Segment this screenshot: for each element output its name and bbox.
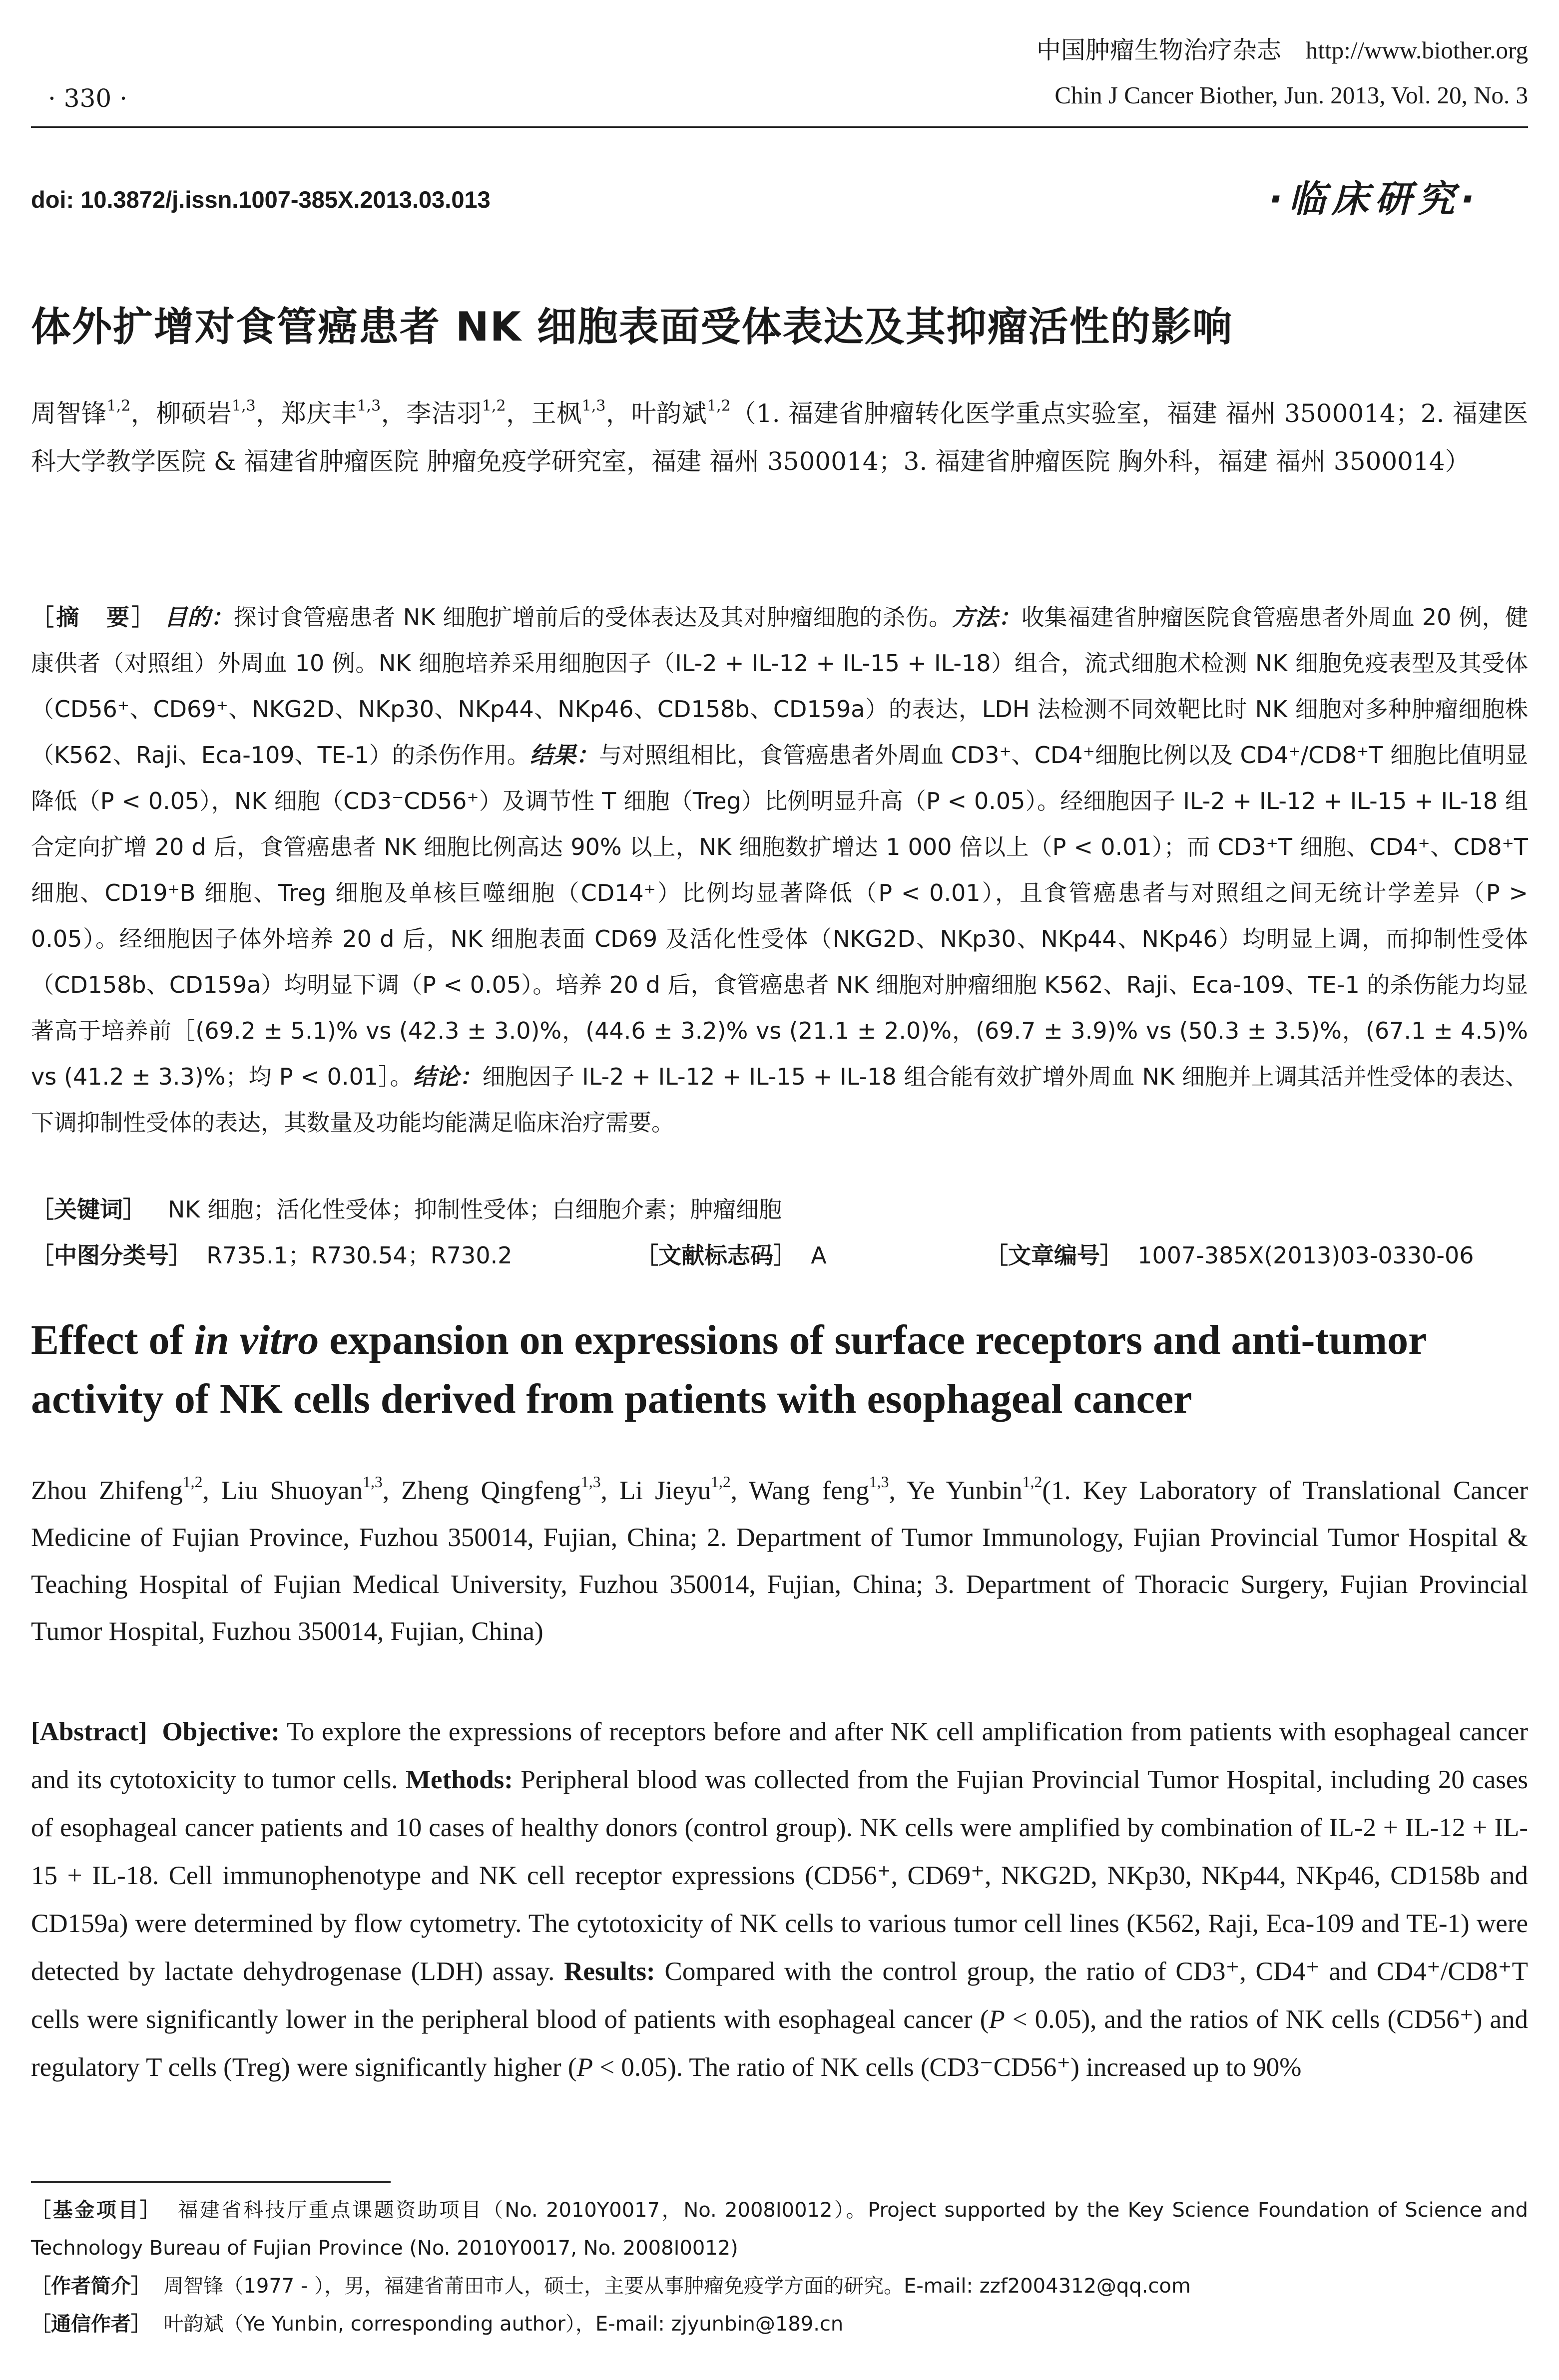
footnote-author	[31, 2267, 1528, 2305]
p-value-symbol: P	[989, 2005, 1005, 2034]
title-chinese: 体外扩增对食管癌患者 NK 细胞表面受体表达及其抑瘤活性的影响	[31, 304, 1233, 350]
author-name: 叶韵斌	[631, 399, 707, 428]
author-affiliation-mark: 1,3	[869, 1473, 889, 1491]
header-rule	[31, 126, 1528, 128]
p-value-symbol: P	[576, 2053, 593, 2082]
objective-text: 探讨食管癌患者 NK 细胞扩增前后的受体表达及其对肿瘤细胞的杀伤。	[233, 604, 952, 631]
results-label: 结果：	[529, 742, 599, 769]
author-affiliation-mark: 1,2	[1022, 1473, 1042, 1491]
conclusion-label: 结论：	[413, 1063, 483, 1090]
footnote-corresponding	[31, 2305, 1528, 2343]
results-text: 与对照组相比，食管癌患者外周血 CD3⁺、CD4⁺细胞比例以及 CD4⁺/CD8⁺T 细胞比值明显降低（P < 0.05），NK 细胞（CD3⁻CD56⁺）及调节性 T 细胞（Treg）比例明显升高（P < 0.05）。经细胞因子 IL-2 + IL-12 + IL-15 + IL-18 组合定向扩增 20 d 后，食管癌患者 NK 细胞比例高达 90% 以上，NK 细胞数扩增达 1 000 倍以上（P < 0.01）；而 CD3⁺T 细胞、CD4⁺、CD8⁺T 细胞、CD19⁺B 细胞、Treg 细胞及单核巨噬细胞（CD14⁺）比例均显著降低（P < 0.01），且食管癌患者与对照组之间无统计学差异（P > 0.05）。经细胞因子体外培养 20 d 后，NK 细胞表面 CD69 及活化性受体（NKG2D、NKp30、NKp44、NKp46）均明显上调，而抑制性受体（CD158b、CD159a）均明显下调（P < 0.05）。培养 20 d 后，食管癌患者 NK 细胞对肿瘤细胞 K562、Raji、Eca-109、TE-1 的杀伤能力均显著高于培养前［(69.2 ± 5.1)% vs (42.3 ± 3.0)%，(44.6 ± 3.2)% vs (21.1 ± 2.0)%，(69.7 ± 3.9)% vs (50.3 ± 3.5)%，(67.1 ± 4.5)% vs (41.2 ± 3.3)%；均 P < 0.01］。	[31, 742, 1529, 1090]
author-name: 郑庆丰	[281, 399, 357, 428]
author-affiliation-mark: 1,2	[182, 1473, 203, 1491]
author-name-en: Wang feng	[749, 1476, 869, 1505]
authors-english: Zhou Zhifeng$^{1,2}$, Liu Shuoyan$^{1,3}$, Zheng Qingfeng$^{1,3}$, Li Jieyu$^{1,2}$, Wang feng$^{1,3}$, Ye Yunbin$^{1,2}$(1. Key Laboratory of Translational Cancer Medicine of Fujian Province, Fuzhou 350014, Fujian, China; 2. Department of Tumor Immunology, Fujian Provincial Tumor Hospital & Teaching Hospital of Fujian Medical University, Fuzhou 350014, Fujian, China; 3. Department of Thoracic Surgery, Fujian Provincial Tumor Hospital, Fuzhou 350014, Fujian, China)	[31, 1473, 1529, 1646]
authors-chinese: 周智锋$^{1,2}$，柳硕岩$^{1,3}$，郑庆丰$^{1,3}$，李洁羽$^{1,2}$，王枫$^{1,3}$，叶韵斌$^{1,2}$（1. 福建省肿瘤转化医学重点实验室，福建 福州 3500014；2. 福建医科大学教学医院 & 福建省肿瘤医院 肿瘤免疫学研究室，福建 福州 3500014；3. 福建省肿瘤医院 胸外科，福建 福州 3500014）	[31, 397, 1529, 476]
column-label: ·临床研究·	[1268, 178, 1481, 221]
author-name: 李洁羽	[406, 399, 482, 428]
keywords	[31, 1187, 782, 1232]
results-en-label: Results:	[564, 1957, 655, 1986]
running-header	[31, 24, 1528, 129]
doc-code-value: A	[811, 1242, 827, 1269]
results-en-text-c: < 0.05). The ratio of NK cells (CD3⁻CD56⁺) increased up to 90%	[592, 2053, 1302, 2082]
methods-en-label: Methods:	[406, 1765, 513, 1794]
classification-line	[31, 1232, 1528, 1278]
objective-label: 目的：	[164, 604, 234, 631]
title-en-italic: in vitro	[194, 1317, 319, 1363]
keywords-text: NK 细胞；活化性受体；抑制性受体；白细胞介素；肿瘤细胞	[167, 1196, 782, 1223]
footnote-rule	[31, 2181, 391, 2183]
author-bio-text: 周智锋（1977 - ），男，福建省莆田市人，硕士，主要从事肿瘤免疫学方面的研究。E-mail: zzf2004312@qq.com	[163, 2275, 1191, 2298]
author-affiliation-mark: 1,3	[363, 1473, 383, 1491]
title-english	[31, 1311, 1528, 1429]
author-bio-label: ［作者简介］	[31, 2275, 151, 2298]
methods-en-text: Peripheral blood was collected from the Fujian Provincial Tumor Hospital, including 20 cases of esophageal cancer patients and 10 cases of healthy donors (control group). NK cells were amplified by combination of IL-2 + IL-12 + IL-15 + IL-18. Cell immunophenotype and NK cell receptor expressions (CD56⁺, CD69⁺, NKG2D, NKp30, NKp44, NKp46, CD158b and CD159a) were determined by flow cytometry. The cytotoxicity of NK cells to various tumor cell lines (K562, Raji, Eca-109 and TE-1) were detected by lactate dehydrogenase (LDH) assay.	[31, 1765, 1528, 1986]
conclusion-text: 细胞因子 IL-2 + IL-12 + IL-15 + IL-18 组合能有效扩增外周血 NK 细胞并上调其活并性受体的表达、下调抑制性受体的表达，其数量及功能均能满足临床治疗需要。	[31, 1063, 1529, 1136]
journal-name-cn: 中国肿瘤生物治疗杂志	[1036, 36, 1281, 64]
author-affiliation-mark: 1,2	[106, 397, 131, 415]
corresponding-label: ［通信作者］	[31, 2313, 151, 2336]
author-name-en: Zhou Zhifeng	[31, 1476, 183, 1505]
journal-citation-en: Chin J Cancer Biother, Jun. 2013, Vol. 20, No. 3	[1054, 81, 1528, 109]
results-en-text-b: < 0.05), and the ratios of NK cells (CD56⁺) and regulatory T cells (Treg) were significantly higher (	[31, 2005, 1528, 2082]
methods-label: 方法：	[952, 604, 1022, 631]
author-name: 王枫	[531, 399, 582, 428]
author-name-en: Liu Shuoyan	[221, 1476, 363, 1505]
article-number-label: ［文章编号］	[985, 1242, 1123, 1269]
abstract-label: ［摘 要］	[31, 604, 157, 631]
clc-value: R735.1；R730.54；R730.2	[206, 1242, 513, 1269]
page-number: · 330 ·	[48, 84, 128, 113]
abstract-chinese	[31, 594, 1528, 1146]
footnotes	[31, 2191, 1528, 2343]
article-number-value: 1007-385X(2013)03-0330-06	[1137, 1242, 1474, 1269]
journal-info	[1037, 28, 1528, 118]
author-name-en: Li Jieyu	[619, 1476, 711, 1505]
journal-url[interactable]: http://www.biother.org	[1305, 36, 1528, 64]
funding-label: ［基金项目］	[31, 2199, 162, 2222]
affiliations-chinese: （1. 福建省肿瘤转化医学重点实验室，福建 福州 3500014；2. 福建医科大学教学医院 & 福建省肿瘤医院 肿瘤免疫学研究室，福建 福州 3500014；3. 福建省肿瘤医院 胸外科，福建 福州 3500014）	[31, 399, 1529, 476]
doi[interactable]: doi: 10.3872/j.issn.1007-385X.2013.03.013	[31, 186, 491, 213]
objective-en-text: To explore the expressions of receptors before and after NK cell amplification from patients with esophageal cancer and its cytotoxicity to tumor cells.	[31, 1717, 1529, 1794]
funding-text: 福建省科技厅重点课题资助项目（No. 2010Y0017，No. 2008I0012）。Project supported by the Key Science Foundation of Science and Technology Bureau of Fujian Province (No. 2010Y0017, No. 2008I0012)	[31, 2199, 1528, 2260]
results-en-text-a: Compared with the control group, the ratio of CD3⁺, CD4⁺ and CD4⁺/CD8⁺T cells were significantly lower in the peripheral blood of patients with esophageal cancer (	[31, 1957, 1529, 2034]
author-name-en: Ye Yunbin	[906, 1476, 1023, 1505]
doc-code-label: ［文献标志码］	[635, 1242, 796, 1269]
author-affiliation-mark: 1,2	[482, 397, 506, 415]
author-affiliation-mark: 1,3	[581, 397, 606, 415]
clc-label: ［中图分类号］	[31, 1242, 192, 1269]
corresponding-text: 叶韵斌（Ye Yunbin, corresponding author），E-mail: zjyunbin@189.cn	[163, 2313, 844, 2336]
title-en-part1: Effect of	[31, 1317, 194, 1363]
affiliations-english: (1. Key Laboratory of Translational Cancer Medicine of Fujian Province, Fuzhou 350014, Fujian, China; 2. Department of Tumor Immunology, Fujian Provincial Tumor Hospital & Teaching Hospital of Fujian Medical University, Fuzhou 350014, Fujian, China; 3. Department of Thoracic Surgery, Fujian Provincial Tumor Hospital, Fuzhou 350014, Fujian, China)	[31, 1476, 1529, 1646]
abstract-english	[31, 1708, 1528, 2091]
footnote-funding	[31, 2191, 1528, 2267]
author-affiliation-mark: 1,3	[357, 397, 381, 415]
author-affiliation-mark: 1,3	[580, 1473, 601, 1491]
methods-text: 收集福建省肿瘤医院食管癌患者外周血 20 例，健康供者（对照组）外周血 10 例。NK 细胞培养采用细胞因子（IL-2 + IL-12 + IL-15 + IL-18）组合，流式细胞术检测 NK 细胞免疫表型及其受体（CD56⁺、CD69⁺、NKG2D、NKp30、NKp44、NKp46、CD158b、CD159a）的表达，LDH 法检测不同效靶比时 NK 细胞对多种肿瘤细胞株（K562、Raji、Eca-109、TE-1）的杀伤作用。	[31, 604, 1529, 769]
keywords-label: ［关键词］	[31, 1196, 146, 1223]
title-en-part2: expansion on expressions of surface receptors and anti-tumor activity of NK cells derived from patients with esophageal cancer	[31, 1317, 1426, 1422]
author-affiliation-mark: 1,2	[711, 1473, 731, 1491]
author-name: 周智锋	[31, 399, 107, 428]
author-affiliation-mark: 1,2	[707, 397, 731, 415]
author-name: 柳硕岩	[156, 399, 232, 428]
author-affiliation-mark: 1,3	[232, 397, 256, 415]
author-name-en: Zheng Qingfeng	[401, 1476, 581, 1505]
objective-en-label: Objective:	[162, 1717, 280, 1746]
abstract-en-label: [Abstract]	[31, 1717, 147, 1746]
